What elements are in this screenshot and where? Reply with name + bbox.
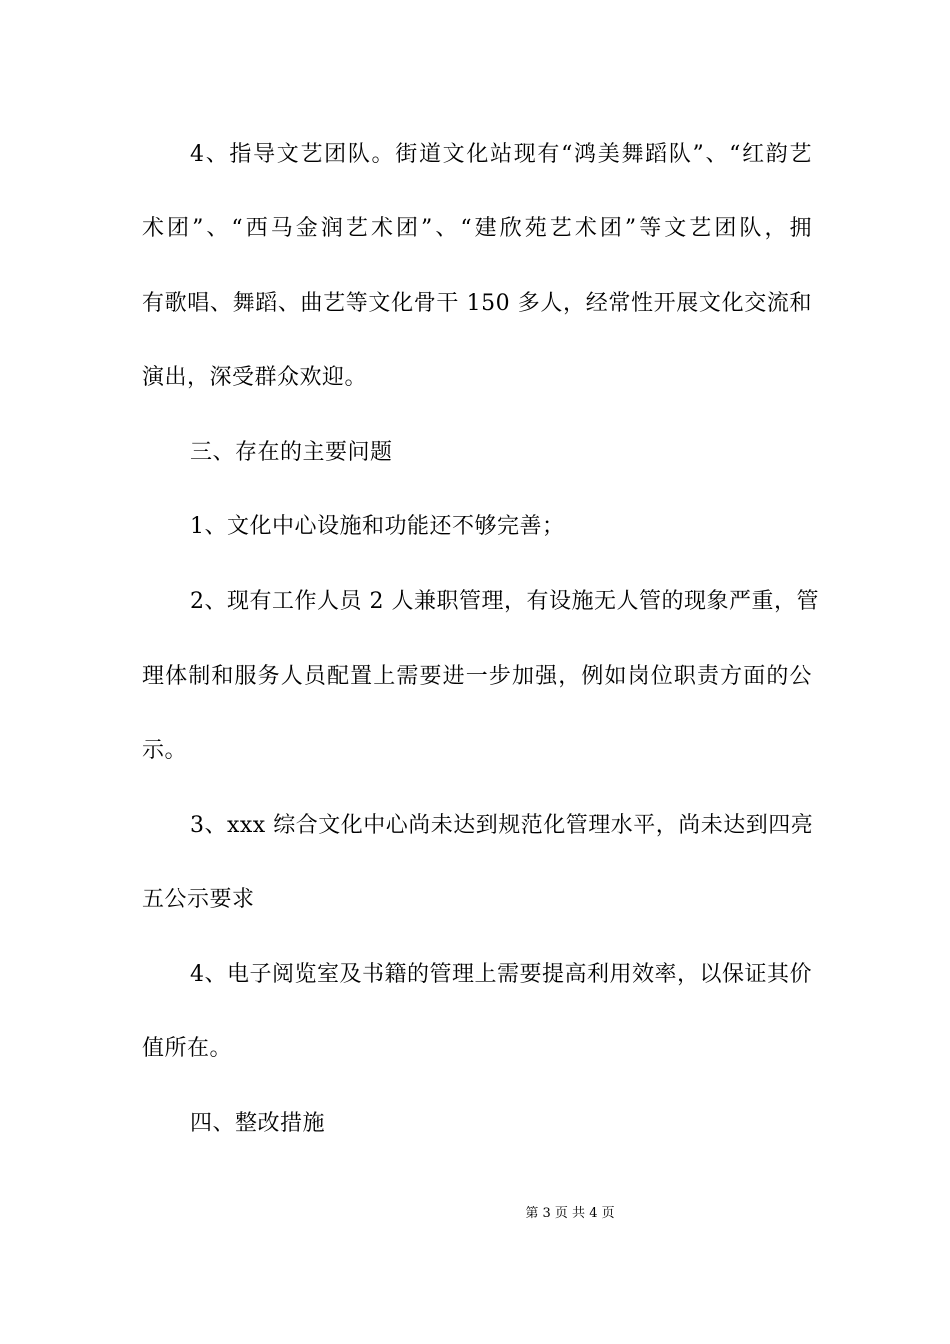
paragraph-line: 有歌唱、舞蹈、曲艺等文化骨干 150 多人，经常性开展文化交流和 bbox=[142, 291, 812, 316]
paragraph-line: 值所在。 bbox=[142, 1036, 233, 1061]
paragraph-line: 理体制和服务人员配置上需要进一步加强，例如岗位职责方面的公 bbox=[142, 664, 812, 689]
paragraph-line: 五公示要求 bbox=[142, 887, 255, 912]
page-number-footer: 第 3 页 共 4 页 bbox=[525, 1206, 615, 1221]
section-heading: 四、整改措施 bbox=[190, 1111, 326, 1136]
paragraph-line: 4、电子阅览室及书籍的管理上需要提高利用效率，以保证其价 bbox=[190, 962, 812, 987]
paragraph-line: 术团”、“西马金润艺术团”、“建欣苑艺术团”等文艺团队，拥 bbox=[142, 216, 812, 241]
paragraph-line: 2、现有工作人员 2 人兼职管理，有设施无人管的现象严重，管 bbox=[190, 589, 819, 614]
paragraph-line: 演出，深受群众欢迎。 bbox=[142, 365, 368, 390]
paragraph-line: 示。 bbox=[142, 738, 188, 763]
paragraph-line: 4、指导文艺团队。街道文化站现有“鸿美舞蹈队”、“红韵艺 bbox=[190, 142, 812, 167]
paragraph-line: 1、文化中心设施和功能还不够完善； bbox=[190, 514, 565, 539]
paragraph-line: 3、xxx 综合文化中心尚未达到规范化管理水平，尚未达到四亮 bbox=[190, 813, 814, 838]
section-heading: 三、存在的主要问题 bbox=[190, 440, 393, 465]
